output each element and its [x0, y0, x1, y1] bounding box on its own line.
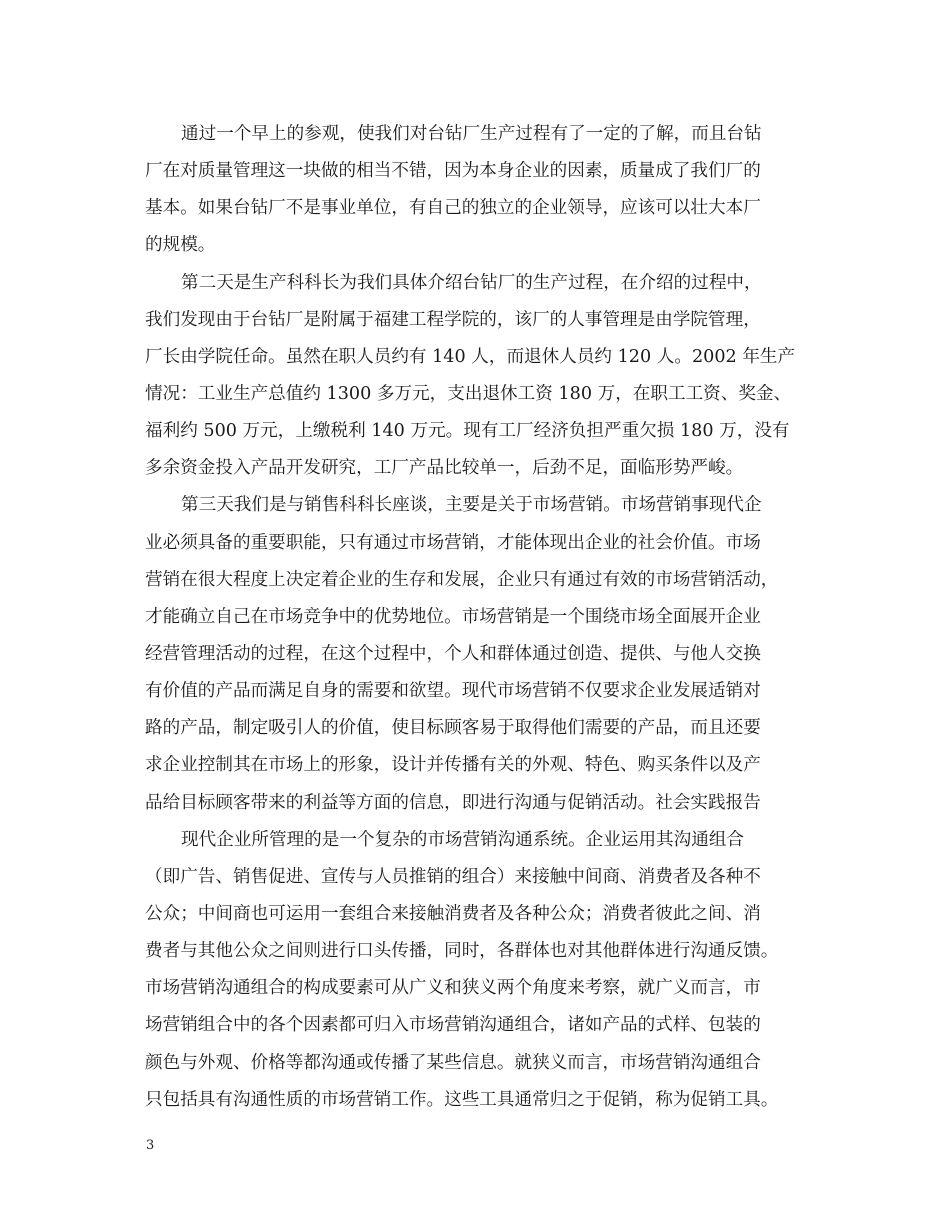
text-line: 只包括具有沟通性质的市场营销工作。这些工具通常归之于促销，称为促销工具。 — [145, 1089, 779, 1110]
text-line: 公众；中间商也可运用一套组合来接触消费者及各种公众；消费者彼此之间、消 — [145, 903, 761, 924]
text-line: 我们发现由于台钻厂是附属于福建工程学院的，该厂的人事管理是由学院管理， — [145, 309, 761, 330]
text-line: 品给目标顾客带来的利益等方面的信息，即进行沟通与促销活动。社会实践报告 — [145, 792, 761, 813]
text-line: 现代企业所管理的是一个复杂的市场营销沟通系统。企业运用其沟通组合 — [181, 829, 745, 850]
text-line: 费者与其他公众之间则进行口头传播，同时，各群体也对其他群体进行沟通反馈。 — [145, 941, 779, 962]
text-line: 业必须具备的重要职能，只有通过市场营销，才能体现出企业的社会价值。市场 — [145, 532, 761, 553]
text-line: 通过一个早上的参观，使我们对台钻厂生产过程有了一定的了解，而且台钻 — [181, 124, 762, 144]
paragraph-1 — [145, 116, 805, 265]
text-line: （即广告、销售促进、宣传与人员推销的组合）来接触中间商、消费者及各种不 — [145, 866, 761, 887]
text-line: 第二天是生产科科长为我们具体介绍台钻厂的生产过程，在介绍的过程中， — [181, 272, 762, 293]
text-line: 福利约 500 万元，上缴税利 140 万元。现有工厂经济负担严重欠损 180 万，没有 — [145, 421, 790, 442]
text-line: 的规模。 — [145, 235, 216, 256]
page-number: 3 — [146, 1138, 155, 1153]
text-line: 情况：工业生产总值约 1300 多万元，支出退休工资 180 万，在职工工资、奖金、 — [145, 383, 792, 404]
text-line: 基本。如果台钻厂不是事业单位，有自己的独立的企业领导，应该可以壮大本厂 — [145, 198, 761, 219]
text-line: 场营销组合中的各个因素都可归入市场营销沟通组合，诸如产品的式样、包装的 — [145, 1015, 761, 1036]
paragraph-3 — [145, 487, 805, 821]
text-line: 才能确立自己在市场竞争中的优势地位。市场营销是一个围绕市场全面展开企业 — [145, 606, 761, 627]
text-line: 颜色与外观、价格等都沟通或传播了某些信息。就狭义而言，市场营销沟通组合 — [145, 1052, 761, 1073]
text-line: 厂长由学院任命。虽然在职人员约有 140 人，而退休人员约 120 人。2002 年生产 — [145, 346, 796, 367]
text-line: 营销在很大程度上决定着企业的生存和发展，企业只有通过有效的市场营销活动， — [145, 569, 779, 590]
text-line: 厂在对质量管理这一块做的相当不错，因为本身企业的因素，质量成了我们厂的 — [145, 161, 761, 182]
text-line: 求企业控制其在市场上的形象，设计并传播有关的外观、特色、购买条件以及产 — [145, 755, 761, 776]
text-line: 经营管理活动的过程，在这个过程中，个人和群体通过创造、提供、与他人交换 — [145, 643, 761, 664]
paragraph-4 — [145, 822, 805, 1119]
text-line: 第三天我们是与销售科科长座谈，主要是关于市场营销。市场营销事现代企 — [181, 495, 762, 516]
text-line: 市场营销沟通组合的构成要素可从广义和狭义两个角度来考察，就广义而言，市 — [145, 978, 761, 999]
paragraph-2 — [145, 265, 805, 488]
text-line: 路的产品，制定吸引人的价值，使目标顾客易于取得他们需要的产品，而且还要 — [145, 718, 761, 739]
document-body — [145, 116, 805, 1119]
text-line: 多余资金投入产品开发研究，工厂产品比较单一，后劲不足，面临形势严峻。 — [145, 458, 744, 479]
text-line: 有价值的产品而满足自身的需要和欲望。现代市场营销不仅要求企业发展适销对 — [145, 681, 761, 702]
